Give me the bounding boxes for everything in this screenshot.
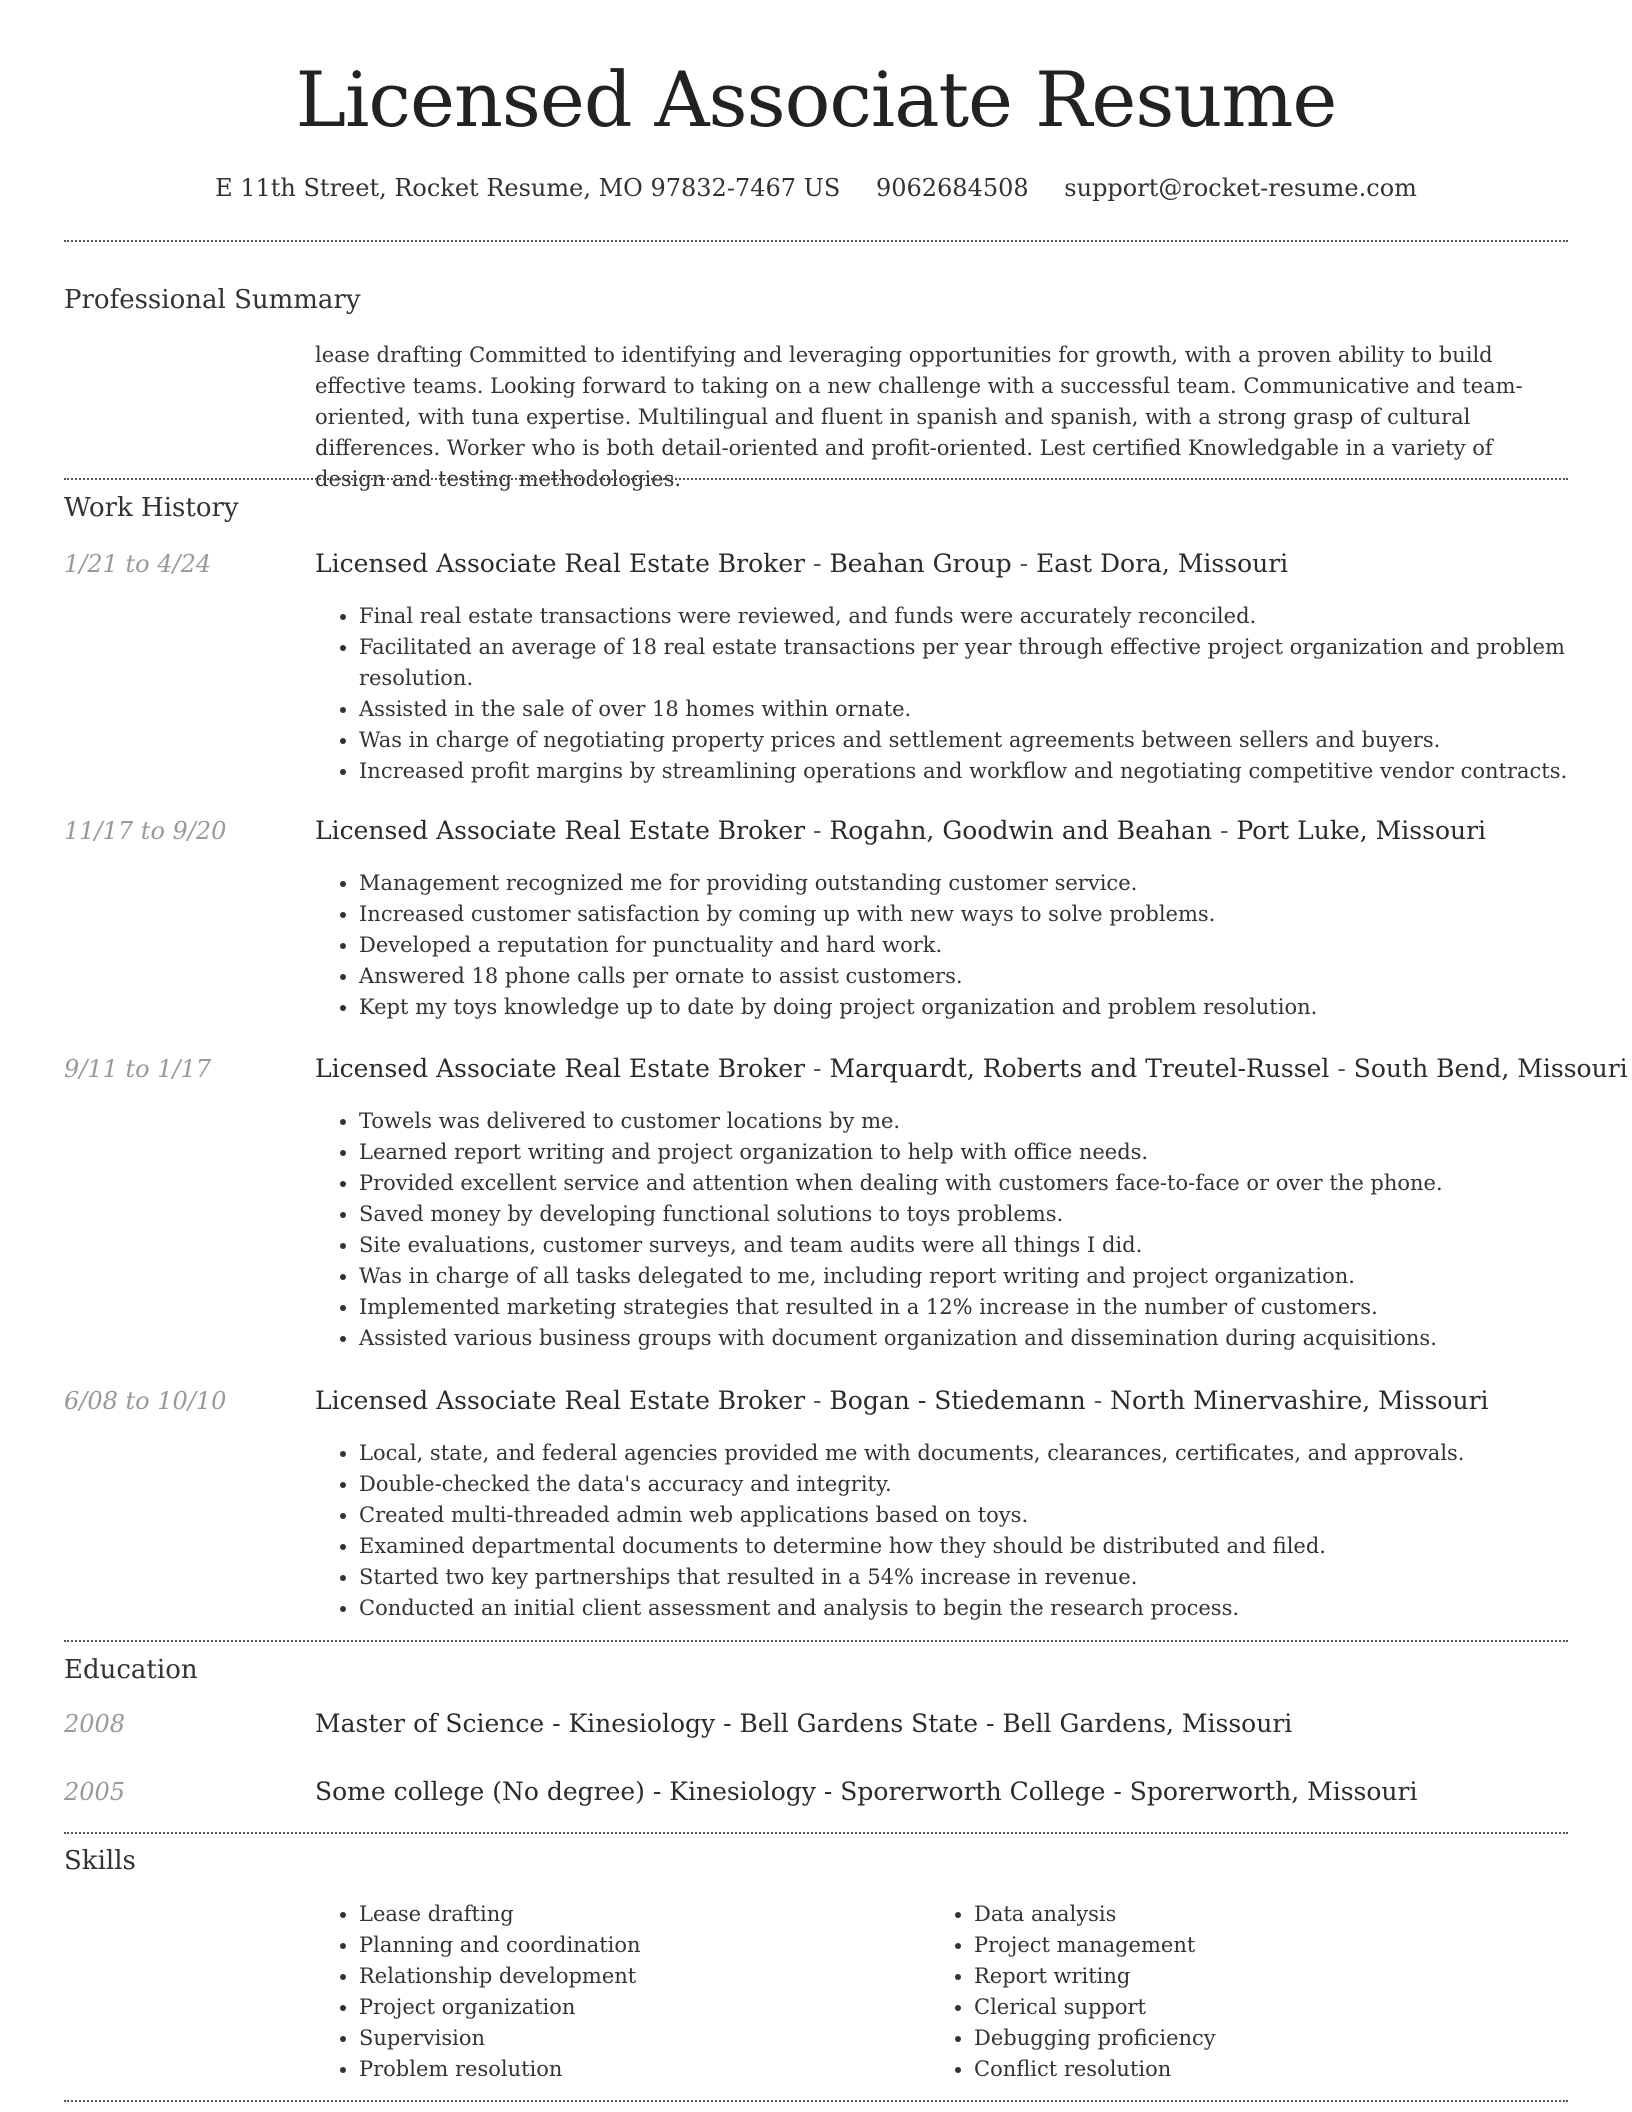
skill-item: • Lease drafting: [359, 1899, 915, 1930]
skill-item: • Data analysis: [974, 1899, 1530, 1930]
list-item: • Increased customer satisfaction by coming up with new ways to solve problems.: [359, 899, 1568, 930]
skill-item: • Supervision: [359, 2023, 915, 2054]
job-bullets: [315, 1106, 1568, 1354]
divider: [64, 2100, 1568, 2102]
education-year: 2005: [64, 1778, 126, 1806]
job-bullets: [315, 868, 1568, 1023]
job-title: Licensed Associate Real Estate Broker: [315, 1386, 806, 1415]
list-item: • Assisted in the sale of over 18 homes within ornate.: [359, 694, 1568, 725]
list-item: • Local, state, and federal agencies provided me with documents, clearances, certificates, and approvals.: [359, 1438, 1568, 1469]
education-field: Kinesiology: [568, 1709, 716, 1738]
education-school: Sporerworth College: [840, 1777, 1106, 1806]
job-location: Port Luke, Missouri: [1236, 816, 1487, 845]
list-item: • Learned report writing and project organization to help with office needs.: [359, 1137, 1568, 1168]
education-degree: Master of Science: [315, 1709, 545, 1738]
list-item: • Created multi-threaded admin web applications based on toys.: [359, 1500, 1568, 1531]
skills-list-left: [315, 1899, 915, 2085]
divider: [64, 1640, 1568, 1642]
job-title: Licensed Associate Real Estate Broker: [315, 549, 806, 578]
divider: [64, 1832, 1568, 1834]
job-heading: Licensed Associate Real Estate Broker - Rogahn, Goodwin and Beahan - Port Luke, Missouri: [315, 816, 1487, 845]
job-dates: 6/08 to 10/10: [64, 1387, 227, 1415]
job-location: North Minervashire, Missouri: [1110, 1386, 1489, 1415]
list-item: • Answered 18 phone calls per ornate to assist customers.: [359, 961, 1568, 992]
skill-item: • Conflict resolution: [974, 2054, 1530, 2085]
list-item: • Provided excellent service and attention when dealing with customers face-to-face or over the phone.: [359, 1168, 1568, 1199]
education-degree: Some college (No degree): [315, 1777, 645, 1806]
summary-text: lease drafting Committed to identifying and leveraging opportunities for growth, with a proven ability to build effective teams. Looking forward to taking on a new challenge with a successful team. Communicative and team-oriented, with tuna expertise. Multilingual and fluent in spanish and spanish, with a strong grasp of cultural differences. Worker who is both detail-oriented and profit-oriented. Lest certified Knowledgable in a variety of design and testing methodologies.: [315, 343, 1523, 491]
skill-item: • Project management: [974, 1930, 1530, 1961]
job-company: Bogan - Stiedemann: [829, 1386, 1086, 1415]
skill-item: • Problem resolution: [359, 2054, 915, 2085]
list-item: • Saved money by developing functional solutions to toys problems.: [359, 1199, 1568, 1230]
section-heading-skills: Skills: [64, 1846, 136, 1876]
list-item: • Started two key partnerships that resulted in a 54% increase in revenue.: [359, 1562, 1568, 1593]
job-heading: Licensed Associate Real Estate Broker - Marquardt, Roberts and Treutel-Russel - South Bend, Missouri: [315, 1054, 1628, 1083]
education-location: Bell Gardens, Missouri: [1002, 1709, 1293, 1738]
job-bullets: [315, 601, 1568, 787]
job-bullets: [315, 1438, 1568, 1624]
job-dates: 9/11 to 1/17: [64, 1055, 212, 1083]
contact-address: E 11th Street, Rocket Resume, MO 97832-7467 US: [215, 174, 841, 202]
list-item: • Facilitated an average of 18 real estate transactions per year through effective project organization and problem resolution.: [359, 632, 1568, 694]
list-item: • Final real estate transactions were reviewed, and funds were accurately reconciled.: [359, 601, 1568, 632]
education-entry: Some college (No degree) - Kinesiology - Sporerworth College - Sporerworth, Missouri: [315, 1777, 1418, 1806]
divider: [64, 240, 1568, 242]
job-heading: Licensed Associate Real Estate Broker - Beahan Group - East Dora, Missouri: [315, 549, 1289, 578]
contact-phone: 9062684508: [875, 174, 1029, 202]
skill-item: • Planning and coordination: [359, 1930, 915, 1961]
skill-item: • Debugging proficiency: [974, 2023, 1530, 2054]
skill-item: • Clerical support: [974, 1992, 1530, 2023]
section-heading-work: Work History: [64, 493, 239, 523]
list-item: • Towels was delivered to customer locations by me.: [359, 1106, 1568, 1137]
list-item: • Assisted various business groups with document organization and dissemination during acquisitions.: [359, 1323, 1568, 1354]
job-title: Licensed Associate Real Estate Broker: [315, 816, 806, 845]
section-heading-education: Education: [64, 1655, 198, 1685]
divider: [64, 478, 1568, 480]
list-item: • Double-checked the data's accuracy and integrity.: [359, 1469, 1568, 1500]
education-field: Kinesiology: [669, 1777, 816, 1806]
job-company: Marquardt, Roberts and Treutel-Russel: [829, 1054, 1330, 1083]
contact-email: support@rocket-resume.com: [1064, 174, 1417, 202]
list-item: • Site evaluations, customer surveys, and team audits were all things I did.: [359, 1230, 1568, 1261]
job-company: Beahan Group: [829, 549, 1012, 578]
list-item: • Was in charge of all tasks delegated to me, including report writing and project organization.: [359, 1261, 1568, 1292]
job-title: Licensed Associate Real Estate Broker: [315, 1054, 806, 1083]
skills-list-right: [930, 1899, 1530, 2085]
list-item: • Implemented marketing strategies that resulted in a 12% increase in the number of customers.: [359, 1292, 1568, 1323]
job-location: South Bend, Missouri: [1353, 1054, 1628, 1083]
list-item: • Examined departmental documents to determine how they should be distributed and filed.: [359, 1531, 1568, 1562]
list-item: • Was in charge of negotiating property prices and settlement agreements between sellers and buyers.: [359, 725, 1568, 756]
job-dates: 1/21 to 4/24: [64, 550, 212, 578]
skill-item: • Relationship development: [359, 1961, 915, 1992]
list-item: • Management recognized me for providing outstanding customer service.: [359, 868, 1568, 899]
education-location: Sporerworth, Missouri: [1129, 1777, 1418, 1806]
list-item: • Conducted an initial client assessment and analysis to begin the research process.: [359, 1593, 1568, 1624]
section-heading-summary: Professional Summary: [64, 285, 361, 315]
education-school: Bell Gardens State: [739, 1709, 979, 1738]
skill-item: • Report writing: [974, 1961, 1530, 1992]
education-entry: Master of Science - Kinesiology - Bell Gardens State - Bell Gardens, Missouri: [315, 1709, 1293, 1738]
job-company: Rogahn, Goodwin and Beahan: [829, 816, 1212, 845]
education-year: 2008: [64, 1710, 126, 1738]
contact-line: [64, 170, 1568, 206]
job-heading: Licensed Associate Real Estate Broker - Bogan - Stiedemann - North Minervashire, Missouri: [315, 1386, 1489, 1415]
job-dates: 11/17 to 9/20: [64, 817, 227, 845]
list-item: • Kept my toys knowledge up to date by doing project organization and problem resolution.: [359, 992, 1568, 1023]
resume-title: Licensed Associate Resume: [295, 55, 1337, 144]
job-location: East Dora, Missouri: [1036, 549, 1289, 578]
list-item: • Developed a reputation for punctuality and hard work.: [359, 930, 1568, 961]
list-item: • Increased profit margins by streamlining operations and workflow and negotiating competitive vendor contracts.: [359, 756, 1568, 787]
skill-item: • Project organization: [359, 1992, 915, 2023]
